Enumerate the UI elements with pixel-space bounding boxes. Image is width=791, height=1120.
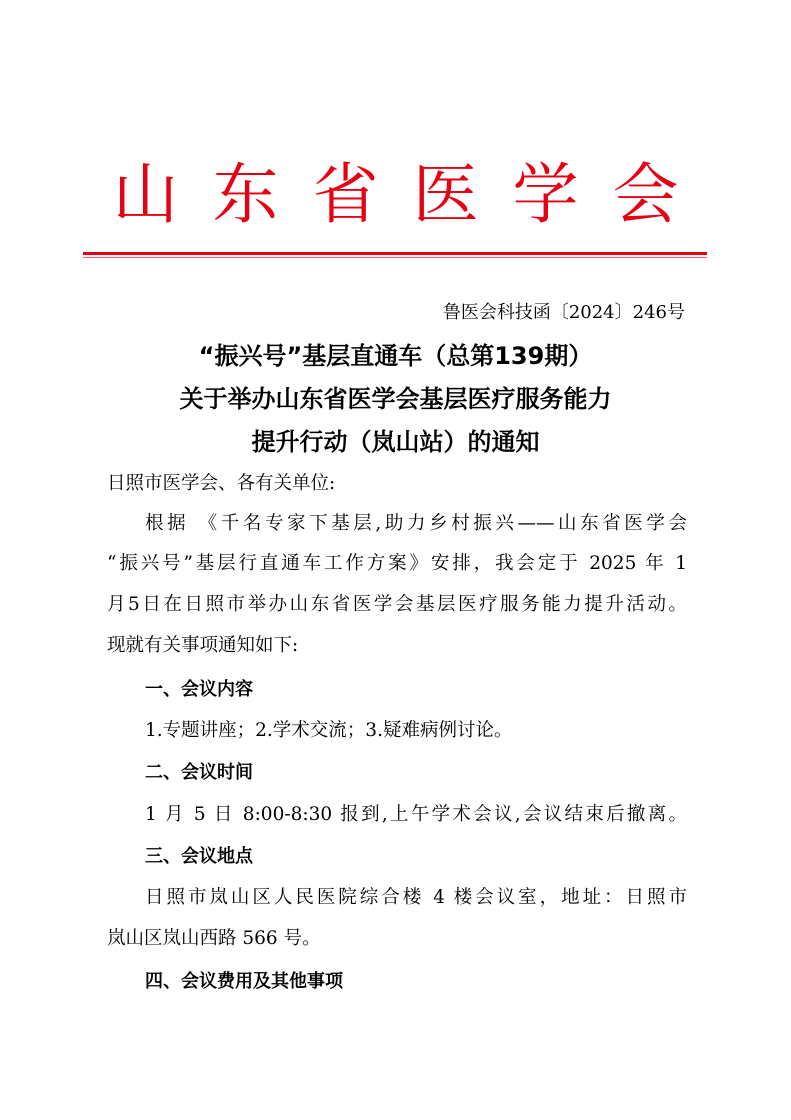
title-line-2: 关于举办山东省医学会基层医疗服务能力	[179, 385, 612, 413]
red-divider-thin	[83, 257, 707, 258]
section-heading: 四、会议费用及其他事项	[145, 971, 343, 992]
title-line-1: “振兴号”基层直通车（总第139期）	[198, 342, 593, 370]
section-heading: 三、会议地点	[145, 846, 253, 867]
title-line-3: 提升行动（岚山站）的通知	[251, 428, 540, 456]
salutation: 日照市医学会、各有关单位:	[107, 473, 336, 494]
intro-line: 现就有关事项通知如下:	[107, 635, 299, 656]
intro-line: 月5日在日照市举办山东省医学会基层医疗服务能力提升活动。	[107, 594, 687, 615]
section-text: 岚山区岚山西路 566 号。	[107, 928, 321, 949]
section-heading: 一、会议内容	[145, 679, 253, 700]
section-text: 1 月 5 日 8:00-8:30 报到,上午学术会议,会议结束后撤离。	[145, 804, 687, 825]
section-heading: 二、会议时间	[145, 762, 253, 783]
intro-line: “振兴号”基层行直通车工作方案》安排，我会定于 2025 年 1	[107, 553, 687, 574]
intro-line: 根据 《千名专家下基层,助力乡村振兴——山东省医学会	[145, 513, 687, 534]
document-number: 鲁医会科技函〔2024〕246号	[442, 302, 685, 323]
red-divider	[83, 252, 707, 255]
section-text: 日照市岚山区人民医院综合楼 4 楼会议室，地址：日照市	[145, 887, 687, 908]
masthead: 山东省医学会	[112, 156, 713, 233]
section-text: 1.专题讲座；2.学术交流；3.疑难病例讨论。	[145, 720, 513, 741]
